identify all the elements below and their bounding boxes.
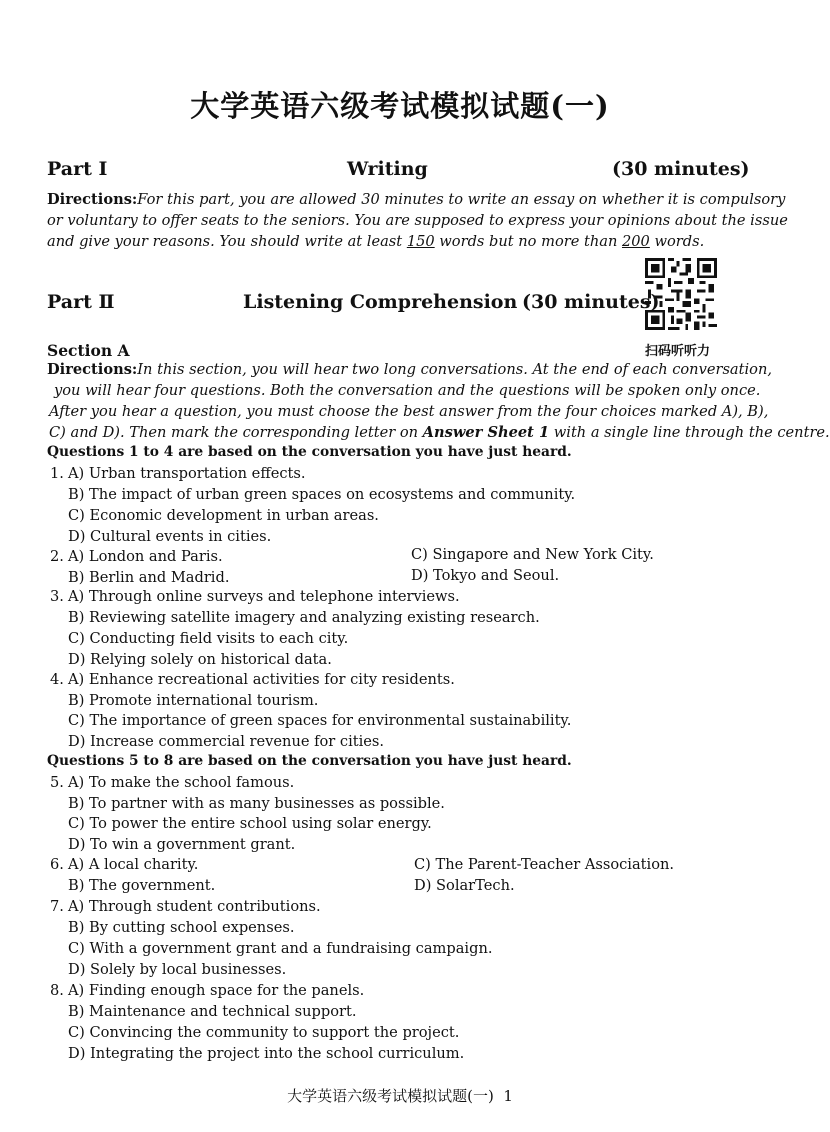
part1-time: (30 minutes) bbox=[612, 158, 750, 180]
question-group-heading: Questions 5 to 8 are based on the conversation you have just heard. bbox=[47, 753, 572, 769]
answer-sheet-name: Answer Sheet 1 bbox=[422, 424, 550, 441]
part2-time: (30 minutes) bbox=[522, 291, 660, 313]
directions-label: Directions: bbox=[47, 361, 138, 378]
option-c[interactable]: C) Economic development in urban areas. bbox=[68, 507, 379, 524]
question-number: 1. bbox=[50, 465, 64, 482]
option-a[interactable]: A) A local charity. bbox=[68, 856, 199, 873]
option-d[interactable]: D) Increase commercial revenue for cities. bbox=[68, 733, 385, 750]
section-a-directions-line3: After you hear a question, you must choose the best answer from the four choices marked A), B), bbox=[49, 403, 769, 420]
option-a[interactable]: A) To make the school famous. bbox=[68, 774, 295, 791]
page-number: 1 bbox=[503, 1087, 513, 1105]
directions-text: words. bbox=[649, 233, 705, 250]
qr-caption: 扫码听听力 bbox=[645, 344, 711, 359]
option-b[interactable]: B) By cutting school expenses. bbox=[68, 919, 295, 936]
question-number: 4. bbox=[50, 671, 64, 688]
option-d[interactable]: D) Relying solely on historical data. bbox=[68, 651, 332, 668]
option-a[interactable]: A) Through student contributions. bbox=[68, 898, 321, 915]
directions-label: Directions: bbox=[47, 191, 138, 208]
min-words: 150 bbox=[406, 233, 435, 250]
directions-text: with a single line through the centre. bbox=[549, 424, 830, 441]
question-number: 8. bbox=[50, 982, 64, 999]
option-d[interactable]: D) Solely by local businesses. bbox=[68, 961, 287, 978]
page-title: 大学英语六级考试模拟试题(一) bbox=[190, 89, 610, 123]
part1-directions-line3 bbox=[47, 232, 704, 253]
section-a-directions-line4 bbox=[49, 423, 830, 444]
option-d[interactable]: D) Integrating the project into the school curriculum. bbox=[68, 1045, 465, 1062]
option-a[interactable]: A) London and Paris. bbox=[68, 548, 223, 565]
option-a[interactable]: A) Urban transportation effects. bbox=[68, 465, 306, 482]
page-footer bbox=[0, 1085, 800, 1106]
max-words: 200 bbox=[621, 233, 650, 250]
directions-text: words but no more than bbox=[434, 233, 622, 250]
section-a-directions-line2: you will hear four questions. Both the conversation and the questions will be spoken only once. bbox=[54, 382, 761, 399]
option-c[interactable]: C) The Parent-Teacher Association. bbox=[414, 856, 675, 873]
option-b[interactable]: B) Maintenance and technical support. bbox=[68, 1003, 357, 1020]
part1-directions-line2: or voluntary to offer seats to the seniors. You are supposed to express your opinions about the issue bbox=[47, 212, 788, 229]
directions-text: In this section, you will hear two long conversations. At the end of each conversation, bbox=[137, 361, 772, 378]
option-c[interactable]: C) The importance of green spaces for environmental sustainability. bbox=[68, 712, 572, 729]
part1-directions-line1 bbox=[47, 190, 785, 211]
directions-text: For this part, you are allowed 30 minutes to write an essay on whether it is compulsory bbox=[137, 191, 786, 208]
part1-label: Part Ⅰ bbox=[47, 158, 108, 180]
footer-title: 大学英语六级考试模拟试题(一) bbox=[287, 1087, 494, 1105]
option-b[interactable]: B) The impact of urban green spaces on ecosystems and community. bbox=[68, 486, 576, 503]
directions-text: and give your reasons. You should write at least bbox=[47, 233, 407, 250]
option-b[interactable]: B) Promote international tourism. bbox=[68, 692, 319, 709]
option-d[interactable]: D) Cultural events in cities. bbox=[68, 528, 272, 545]
option-b[interactable]: B) Reviewing satellite imagery and analyzing existing research. bbox=[68, 609, 540, 626]
question-number: 5. bbox=[50, 774, 64, 791]
question-group-heading: Questions 1 to 4 are based on the conversation you have just heard. bbox=[47, 444, 572, 460]
part1-name: Writing bbox=[347, 158, 428, 180]
question-number: 3. bbox=[50, 588, 64, 605]
option-d[interactable]: D) To win a government grant. bbox=[68, 836, 296, 853]
option-d[interactable]: D) SolarTech. bbox=[414, 877, 515, 894]
question-number: 7. bbox=[50, 898, 64, 915]
option-b[interactable]: B) To partner with as many businesses as possible. bbox=[68, 795, 445, 812]
option-a[interactable]: A) Enhance recreational activities for city residents. bbox=[68, 671, 455, 688]
option-c[interactable]: C) With a government grant and a fundraising campaign. bbox=[68, 940, 493, 957]
part2-name: Listening Comprehension bbox=[243, 291, 518, 313]
option-b[interactable]: B) Berlin and Madrid. bbox=[68, 569, 230, 586]
directions-text: C) and D). Then mark the corresponding letter on bbox=[49, 424, 423, 441]
option-c[interactable]: C) Convincing the community to support the project. bbox=[68, 1024, 460, 1041]
option-d[interactable]: D) Tokyo and Seoul. bbox=[411, 567, 560, 584]
section-a-directions-line1 bbox=[47, 360, 772, 381]
option-a[interactable]: A) Through online surveys and telephone interviews. bbox=[68, 588, 460, 605]
section-a-title: Section A bbox=[47, 341, 130, 360]
question-number: 6. bbox=[50, 856, 64, 873]
option-c[interactable]: C) Singapore and New York City. bbox=[411, 546, 654, 563]
option-b[interactable]: B) The government. bbox=[68, 877, 216, 894]
question-number: 2. bbox=[50, 548, 64, 565]
option-a[interactable]: A) Finding enough space for the panels. bbox=[68, 982, 365, 999]
part2-label: Part Ⅱ bbox=[47, 291, 115, 313]
option-c[interactable]: C) To power the entire school using solar energy. bbox=[68, 815, 432, 832]
option-c[interactable]: C) Conducting field visits to each city. bbox=[68, 630, 349, 647]
